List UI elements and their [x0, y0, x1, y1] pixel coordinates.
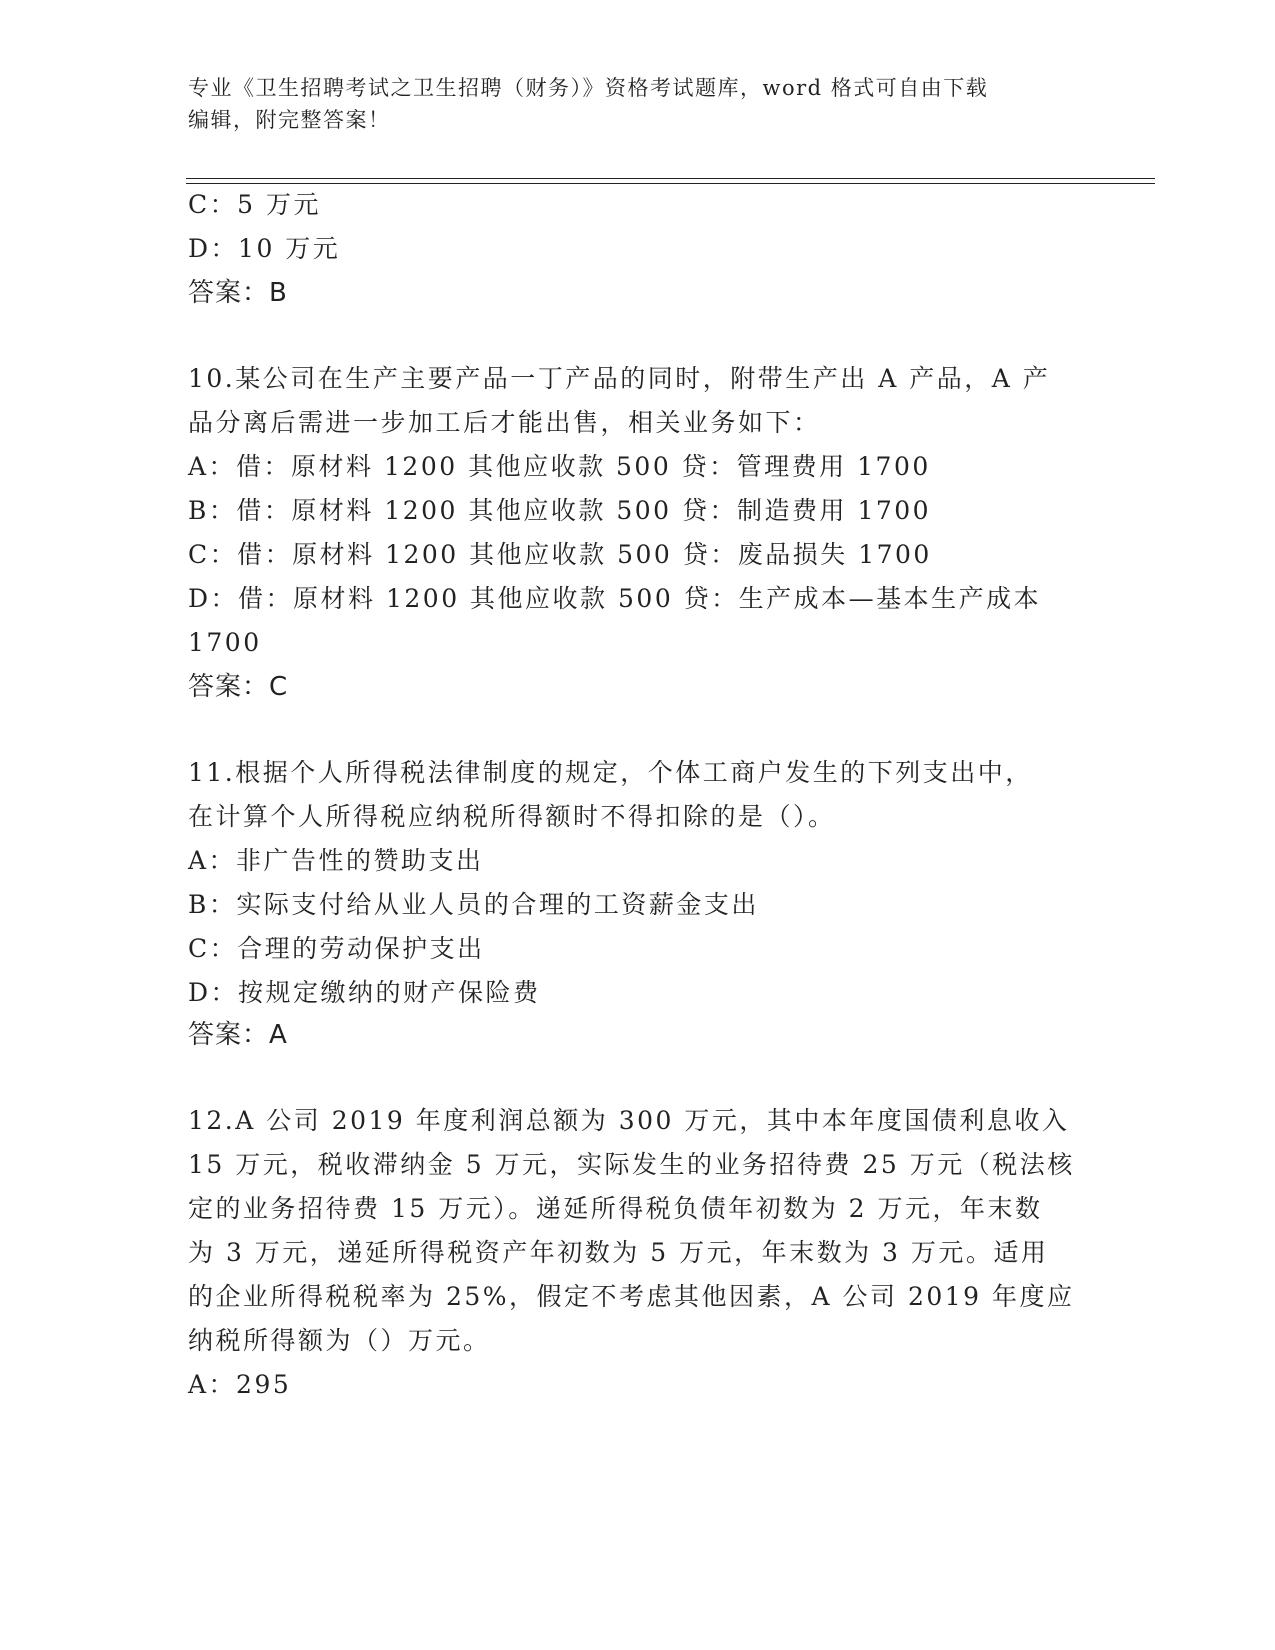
q11-option-b: B：实际支付给从业人员的合理的工资薪金支出 [188, 890, 759, 919]
q10-option-d-line-1: D：借：原材料 1200 其他应收款 500 贷：生产成本—基本生产成本 [188, 584, 1042, 613]
q9-option-d: D：10 万元 [188, 234, 341, 263]
q10-stem-line-2: 品分离后需进一步加工后才能出售，相关业务如下： [188, 408, 821, 437]
q12-stem-line-6: 纳税所得额为（）万元。 [188, 1326, 491, 1355]
q11-option-c: C：合理的劳动保护支出 [188, 934, 485, 963]
q12-stem-line-1: 12.A 公司 2019 年度利润总额为 300 万元，其中本年度国债利息收入 [188, 1106, 1070, 1135]
q9-option-c: C：5 万元 [188, 190, 321, 219]
q12-stem-line-4: 为 3 万元，递延所得税资产年初数为 5 万元，年末数为 3 万元。适用 [188, 1238, 1049, 1267]
q12-stem-line-2: 15 万元，税收滞纳金 5 万元，实际发生的业务招待费 25 万元（税法核 [188, 1150, 1075, 1179]
page-header [188, 72, 1068, 136]
q10-option-d-line-2: 1700 [188, 628, 262, 657]
q11-answer: 答案：A [188, 1020, 288, 1050]
header-rule-bottom [186, 183, 1155, 184]
header-line-1: 专业《卫生招聘考试之卫生招聘（财务）》资格考试题库，word 格式可自由下载 [188, 76, 989, 100]
q12-stem-line-3: 定的业务招待费 15 万元）。递延所得税负债年初数为 2 万元，年末数 [188, 1194, 1043, 1223]
q10-option-c: C：借：原材料 1200 其他应收款 500 贷：废品损失 1700 [188, 540, 932, 569]
q9-answer: 答案：B [188, 278, 288, 308]
q10-stem-line-1: 10.某公司在生产主要产品一丁产品的同时，附带生产出 A 产品，A 产 [188, 364, 1051, 393]
q11-option-d: D：按规定缴纳的财产保险费 [188, 978, 541, 1007]
q10-option-a: A：借：原材料 1200 其他应收款 500 贷：管理费用 1700 [188, 452, 931, 481]
q10-option-b: B：借：原材料 1200 其他应收款 500 贷：制造费用 1700 [188, 496, 932, 525]
q11-option-a: A：非广告性的赞助支出 [188, 846, 484, 875]
q12-option-a: A：295 [188, 1370, 292, 1399]
header-line-2: 编辑，附完整答案！ [188, 108, 391, 132]
header-rule-top [186, 178, 1155, 179]
q11-stem-line-1: 11.根据个人所得税法律制度的规定，个体工商户发生的下列支出中， [188, 758, 1033, 787]
q11-stem-line-2: 在计算个人所得税应纳税所得额时不得扣除的是（）。 [188, 802, 836, 831]
q12-stem-line-5: 的企业所得税税率为 25%，假定不考虑其他因素，A 公司 2019 年度应 [188, 1282, 1075, 1311]
q10-answer: 答案：C [188, 672, 289, 702]
